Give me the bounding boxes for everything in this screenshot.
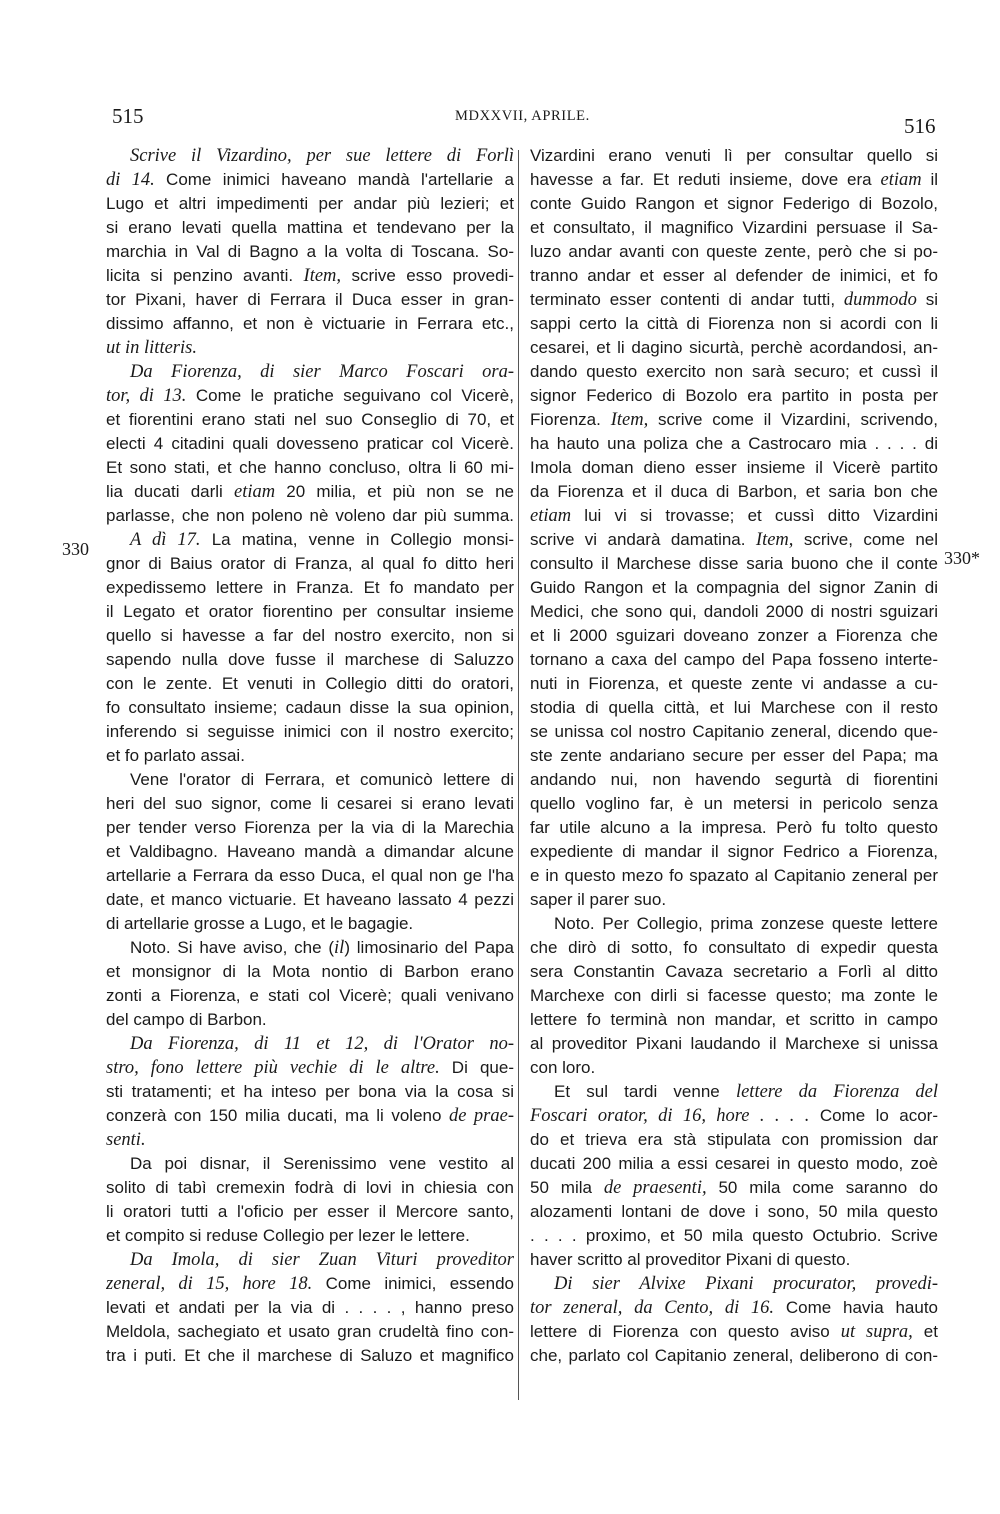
text-segment: scrive, come nel — [793, 530, 938, 549]
text-segment: andando nui, non havendo segurtà di fiorentini — [530, 770, 938, 789]
text-segment: ste zente andariano secure per esser del Papa; ma — [530, 746, 938, 765]
text-segment: Come le pratiche seguivano col Vicerè, — [186, 386, 514, 405]
column-divider — [518, 150, 519, 1400]
text-line — [530, 576, 938, 600]
text-line — [530, 816, 938, 840]
text-segment: date, et manco victuarie. Et haveano lassato 4 pezzi — [106, 890, 514, 909]
text-line — [530, 312, 938, 336]
text-segment: che, parlato col Capitanio zeneral, deliberono di con- — [530, 1346, 938, 1365]
text-line — [530, 552, 938, 576]
text-segment: Come havia hauto — [774, 1298, 938, 1317]
text-segment: con loro. — [530, 1058, 596, 1077]
text-line — [106, 480, 514, 504]
text-segment: si erano levati quella mattina et tendevano per la — [106, 218, 514, 237]
text-segment: Di que- — [439, 1058, 514, 1077]
text-line — [106, 288, 514, 312]
italic-text: de prae- — [449, 1106, 514, 1126]
italic-text: tor zeneral, da Cento, di 16. — [530, 1298, 775, 1318]
text-line — [530, 744, 938, 768]
text-segment: et fo parlato assai. — [106, 746, 245, 765]
text-line — [530, 360, 938, 384]
text-line — [106, 864, 514, 888]
text-line — [530, 240, 938, 264]
text-segment: conzerà con 150 milia ducati, ma li voleno — [106, 1106, 449, 1125]
text-segment: tornano a caxa del campo del Papa fosseno interte- — [530, 650, 938, 669]
text-line — [530, 144, 938, 168]
text-line — [530, 408, 938, 432]
text-line — [106, 168, 514, 192]
page-number-left: 515 — [112, 104, 144, 128]
italic-text: A dì 17. — [130, 530, 201, 550]
text-line — [106, 1080, 514, 1104]
text-line — [106, 1128, 514, 1152]
text-line — [106, 1176, 514, 1200]
text-segment: heri del suo signor, come li cesarei si erano levati — [106, 794, 514, 813]
text-segment: expedissemo lettere in Franza. Et fo mandato per — [106, 578, 514, 597]
text-line — [530, 864, 938, 888]
text-line — [106, 960, 514, 984]
text-segment: fo consultato insieme; cadaun disse la sua opinion, — [106, 698, 514, 717]
text-segment: et Valdibagno. Haveano mandà a dimandar alcune — [106, 842, 514, 861]
text-segment: et fiorentini erano stati nel suo Conseglio di 70, et — [106, 410, 514, 429]
text-segment: 50 mila — [530, 1178, 604, 1197]
text-line — [106, 1296, 514, 1320]
text-segment: et li 2000 sguizari doveano zonzer a Fiorenza che — [530, 626, 938, 645]
page-number-right: 516 — [904, 114, 936, 138]
text-segment: parlasse, che non poleno nè voleno dar più summa. — [106, 506, 514, 525]
text-line — [106, 192, 514, 216]
italic-text: dummodo — [843, 290, 917, 310]
text-line — [530, 1032, 938, 1056]
text-segment: haver scritto al proveditor Pixani di questo. — [530, 1250, 851, 1269]
text-line — [530, 288, 938, 312]
text-segment: artellarie a Ferrara da esso Duca, el qual non ge l'ha — [106, 866, 514, 885]
text-line — [106, 1032, 514, 1056]
text-line — [530, 672, 938, 696]
text-segment: Marchexe con dirli si facesse questo; ma zonte le — [530, 986, 938, 1005]
text-segment: si — [916, 290, 938, 309]
text-line — [530, 264, 938, 288]
text-segment: scrive esso provedi- — [341, 266, 514, 285]
italic-text: Da Imola, di sier Zuan Vituri proveditor — [130, 1250, 514, 1270]
text-line — [106, 1056, 514, 1080]
text-line — [106, 720, 514, 744]
italic-text: etiam — [880, 170, 922, 190]
text-segment: luzo andar avanti con queste zente, però che si po- — [530, 242, 938, 261]
text-line — [530, 1272, 938, 1296]
text-segment: se unissa col nostro Capitanio zeneral, dicendo que- — [530, 722, 938, 741]
text-segment: licita si penzino avanti. — [106, 266, 304, 285]
text-line — [530, 696, 938, 720]
text-line — [106, 768, 514, 792]
text-segment: lia ducati darli — [106, 482, 235, 501]
text-segment: et — [912, 1322, 938, 1341]
text-segment: sti tratamenti; et ha inteso per bona via la cosa si — [106, 1082, 514, 1101]
text-line — [106, 744, 514, 768]
text-line — [530, 984, 938, 1008]
text-line — [530, 1344, 938, 1368]
text-line — [106, 840, 514, 864]
text-segment: lui vi si trovasse; et cussì ditto Vizardini — [571, 506, 938, 525]
text-segment: saper il parer suo. — [530, 890, 667, 909]
text-segment: inferendo si seguisse inimici con il nostro exercito; — [106, 722, 514, 741]
italic-text: de praesenti, — [603, 1178, 707, 1198]
text-line — [530, 936, 938, 960]
text-line — [106, 456, 514, 480]
italic-text: lettere da Fiorenza del — [735, 1082, 938, 1102]
text-segment: alozamenti lontani de dove i sono, 50 mila questo — [530, 1202, 938, 1221]
text-segment: Vizardini erano venuti lì per consultar quello si — [530, 146, 938, 165]
text-line — [530, 1128, 938, 1152]
text-segment: al proveditor Pixani laudando il Marchexe si unissa — [530, 1034, 938, 1053]
text-line — [106, 696, 514, 720]
text-segment: dissimo affanno, et non è victuarie in Ferrara etc., — [106, 314, 514, 333]
text-segment: Imola doman dieno esser insieme il Vicerè partito — [530, 458, 938, 477]
text-line — [530, 1224, 938, 1248]
text-line — [530, 768, 938, 792]
text-line — [106, 816, 514, 840]
text-line — [530, 960, 938, 984]
text-line — [530, 888, 938, 912]
italic-text: Scrive il Vizardino, per sue lettere di Forlì — [130, 146, 514, 166]
text-line — [106, 576, 514, 600]
text-segment: consulto il Marchese disse saria buono che il conte — [530, 554, 938, 573]
text-segment: con le zente. Et venuti in Collegio ditti do oratori, — [106, 674, 514, 693]
text-line — [530, 1296, 938, 1320]
text-line — [106, 552, 514, 576]
text-line — [106, 216, 514, 240]
text-segment: li oratori tutti a l'oficio per esser il Mercore santo, — [106, 1202, 514, 1221]
text-line — [106, 912, 514, 936]
text-segment: e in questo mezo fo spazato al Capitanio zeneral per — [530, 866, 938, 885]
text-line — [530, 480, 938, 504]
text-line — [106, 888, 514, 912]
text-segment: tra i puti. Et che il marchese di Saluzo et magnifico — [106, 1346, 514, 1365]
text-segment: Lugo et altri impedimenti per andar più lezieri; et — [106, 194, 514, 213]
text-segment: il Legato et orator fiorentino per consultar insieme — [106, 602, 514, 621]
text-segment: do et trieva era stà stipulata con promission dar — [530, 1130, 938, 1149]
text-line — [106, 240, 514, 264]
text-segment: che dirò di sotto, fo consultato di expedir questa — [530, 938, 938, 957]
text-line — [530, 1104, 938, 1128]
text-line — [530, 168, 938, 192]
text-line — [530, 528, 938, 552]
text-line — [106, 792, 514, 816]
text-segment: Fiorenza. — [530, 410, 611, 429]
text-segment: 50 mila come saranno do — [706, 1178, 938, 1197]
text-segment: zonti a Fiorenza, e stati col Vicerè; quali venivano — [106, 986, 514, 1005]
margin-note-left: 330 — [62, 539, 89, 559]
text-segment: electi 4 citadini quali dovesseno praticar col Vicerè. — [106, 434, 514, 453]
text-segment: Guido Rangon et la compagnia del signor Zanin di — [530, 578, 938, 597]
text-segment: expediente di mandar il signor Fedrico a Fiorenza, — [530, 842, 938, 861]
text-line — [530, 384, 938, 408]
italic-text: Foscari orator, di 16, hore . . . . — [530, 1106, 810, 1126]
italic-text: tor, di 13. — [106, 386, 187, 406]
italic-text: Di sier Alvixe Pixani procurator, provedi- — [554, 1274, 938, 1294]
text-line — [106, 1104, 514, 1128]
text-segment: et compito si reduse Collegio per lezer le lettere. — [106, 1226, 470, 1245]
text-line — [530, 336, 938, 360]
text-segment: quello voglino far, è un metersi in pericolo senza — [530, 794, 938, 813]
italic-text: di 14. — [106, 170, 155, 190]
text-segment: dando questo exercito non sarà securo; et cussì il — [530, 362, 938, 381]
text-line — [530, 912, 938, 936]
text-segment: terminato esser contenti di andar tutti, — [530, 290, 844, 309]
text-segment: del campo di Barbon. — [106, 1010, 267, 1029]
text-line — [106, 1272, 514, 1296]
text-segment: tranno andar et esser al defender de inimici, et fo — [530, 266, 938, 285]
text-segment: . . . . proximo, et 50 mila questo Octubrio. Scrive — [530, 1226, 938, 1245]
text-line — [530, 792, 938, 816]
text-segment: Da poi disnar, il Serenissimo vene vestito al — [130, 1154, 514, 1173]
text-line — [530, 600, 938, 624]
text-segment: havesse a far. Et reduti insieme, dove era — [530, 170, 881, 189]
italic-text: stro, fono lettere più vechie di le altre. — [106, 1058, 440, 1078]
text-line — [530, 1152, 938, 1176]
italic-text: ut in litteris. — [106, 338, 197, 358]
text-line — [106, 1320, 514, 1344]
running-title: MDXXVII, APRILE. — [455, 108, 590, 124]
text-segment: 20 milia, et più non se ne — [275, 482, 514, 501]
text-line — [106, 1224, 514, 1248]
text-line — [530, 456, 938, 480]
text-line — [530, 1200, 938, 1224]
text-line — [530, 1080, 938, 1104]
text-segment: nuti in Fiorenza, et queste zente vi andasse a cu- — [530, 674, 938, 693]
text-line — [106, 384, 514, 408]
text-line — [530, 1320, 938, 1344]
text-line — [530, 1056, 938, 1080]
italic-text: zeneral, di 15, hore 18. — [106, 1274, 313, 1294]
text-line — [106, 312, 514, 336]
text-line — [530, 624, 938, 648]
text-line — [106, 936, 514, 960]
left-column — [106, 144, 514, 1368]
text-segment: Noto. Per Collegio, prima zonzese queste lettere — [554, 914, 938, 933]
text-segment: levati et andati per la via di . . . . , hanno preso — [106, 1298, 514, 1317]
text-line — [106, 360, 514, 384]
text-segment: conte Guido Rangon et signor Federigo di Bozolo, — [530, 194, 938, 213]
text-segment: Noto. Si have aviso, che ( — [130, 938, 335, 957]
text-line — [106, 1200, 514, 1224]
margin-note-right: 330* — [944, 548, 980, 568]
text-segment: Come inimici, essendo — [312, 1274, 514, 1293]
text-segment: Come inimici haveano mandà l'artellarie a — [154, 170, 514, 189]
text-line — [106, 624, 514, 648]
text-segment: tor Pixani, haver di Ferrara il Duca esser in gran- — [106, 290, 514, 309]
italic-text: ut supra, — [840, 1322, 913, 1342]
text-line — [530, 192, 938, 216]
text-segment: stodia di quella città, et lui Marchese con il resto — [530, 698, 938, 717]
italic-text: Item, — [610, 410, 649, 430]
text-segment: ha hauto una poliza che a Castrocaro mia . . . . di — [530, 434, 938, 453]
italic-text: etiam — [530, 506, 572, 526]
text-segment: signor Federico di Bozolo era partito in posta per — [530, 386, 938, 405]
text-segment: Come lo acor- — [809, 1106, 938, 1125]
text-line — [106, 672, 514, 696]
text-segment: sappi certo la città di Fiorenza non si acordi con li — [530, 314, 938, 333]
right-column — [530, 144, 938, 1368]
text-line — [106, 1152, 514, 1176]
text-segment: scrive come il Vizardini, scrivendo, — [648, 410, 938, 429]
text-segment: solito di tabì cremexin fodrà di lovi in chiesia con — [106, 1178, 514, 1197]
text-line — [106, 528, 514, 552]
text-segment: di artellarie grosse a Lugo, et le bagagie. — [106, 914, 414, 933]
italic-text: Da Fiorenza, di sier Marco Foscari ora- — [130, 362, 514, 382]
italic-text: senti. — [106, 1130, 146, 1150]
text-line — [530, 720, 938, 744]
text-line — [530, 432, 938, 456]
text-segment: per tender verso Fiorenza per la via di la Marechia — [106, 818, 514, 837]
text-line — [106, 1008, 514, 1032]
text-line — [106, 600, 514, 624]
italic-text: Item, — [755, 530, 794, 550]
text-segment: Vene l'orator di Ferrara, et comunicò lettere di — [130, 770, 514, 789]
text-segment: marchia in Val di Bagno a la volta di Toscana. So- — [106, 242, 514, 261]
text-segment: cesarei, et li dagino sicurtà, perchè acordandosi, an- — [530, 338, 938, 357]
text-segment: Et sono stati, et che hanno concluso, oltra li 60 mi- — [106, 458, 514, 477]
text-segment: Medici, che sono qui, dandoli 2000 di nostri sguizari — [530, 602, 938, 621]
text-line — [530, 216, 938, 240]
text-line — [530, 840, 938, 864]
text-segment: ) limosinario del Papa — [344, 938, 514, 957]
text-segment: La matina, venne in Collegio monsi- — [200, 530, 514, 549]
text-line — [106, 408, 514, 432]
text-segment: ducati 200 milia a essi cesarei in questo modo, zoè — [530, 1154, 938, 1173]
page-header — [0, 100, 1000, 140]
text-segment: da Fiorenza et il duca di Barbon, et saria bon che — [530, 482, 938, 501]
text-segment: et consultato, il magnifico Vizardini persuase il Sa- — [530, 218, 938, 237]
text-segment: quello si havesse a far del nostro exercito, non si — [106, 626, 514, 645]
text-segment: il — [921, 170, 938, 189]
italic-text: Item, — [303, 266, 342, 286]
text-segment: Meldola, sachegiato et usato gran crudeltà fino con- — [106, 1322, 514, 1341]
text-segment: far utile alcuno a la impresa. Però fu tolto questo — [530, 818, 938, 837]
italic-text: il — [334, 938, 345, 958]
text-segment: sera Constantin Cavaza secretario a Forlì al ditto — [530, 962, 938, 981]
italic-text: etiam — [234, 482, 276, 502]
text-line — [106, 1248, 514, 1272]
text-line — [106, 984, 514, 1008]
text-segment: lettere di Fiorenza con questo aviso — [530, 1322, 841, 1341]
text-segment: Et sul tardi venne — [554, 1082, 736, 1101]
text-segment: sapendo nulla dove fusse il marchese di Saluzzo — [106, 650, 514, 669]
text-line — [106, 144, 514, 168]
text-segment: scrive vi andarà damatina. — [530, 530, 756, 549]
text-segment: gnor di Baius orator di Franza, al qual fo ditto heri — [106, 554, 514, 573]
text-line — [106, 432, 514, 456]
text-line — [106, 1344, 514, 1368]
text-line — [530, 648, 938, 672]
text-line — [530, 1008, 938, 1032]
text-segment: lettere fo terminà non mandar, et scritto in campo — [530, 1010, 938, 1029]
text-line — [530, 1248, 938, 1272]
italic-text: Da Fiorenza, di 11 et 12, di l'Orator no- — [130, 1034, 514, 1054]
text-line — [106, 504, 514, 528]
text-segment: et monsignor di la Mota nontio di Barbon erano — [106, 962, 514, 981]
text-line — [106, 336, 514, 360]
text-line — [530, 504, 938, 528]
text-line — [530, 1176, 938, 1200]
text-line — [106, 648, 514, 672]
text-line — [106, 264, 514, 288]
